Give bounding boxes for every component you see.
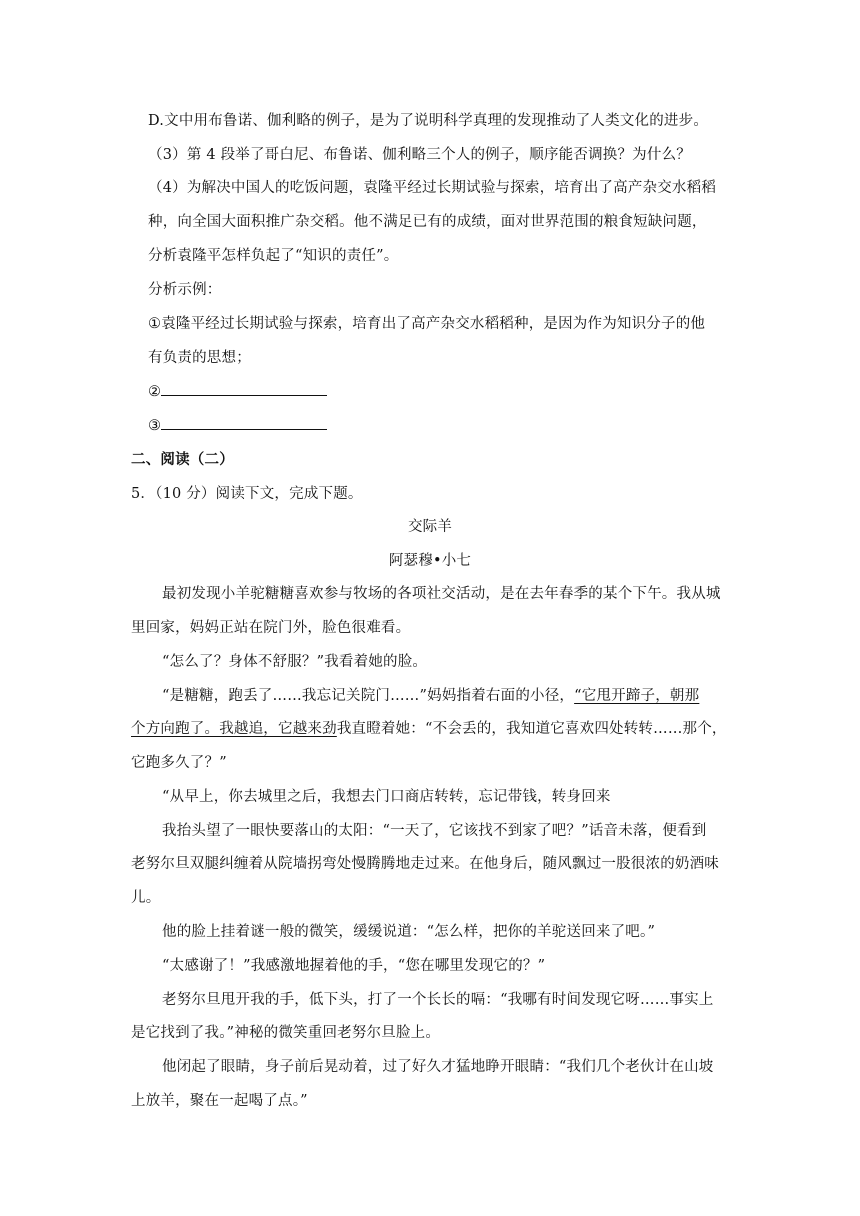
paragraph-3-line-2: [131, 719, 727, 739]
paragraph-4: “从早上，你去城里之后，我想去门口商店转转，忘记带钱，转身回来: [162, 789, 611, 805]
question-4-line-1: （4）为解决中国人的吃饭问题，袁隆平经过长期试验与探索，培育出了高产杂交水稻稻: [148, 180, 717, 196]
paragraph-9-line-1: 他闭起了眼睛，身子前后晃动着，过了好久才猛地睁开眼睛：“我们几个老伙计在山坡: [162, 1059, 714, 1075]
underlined-sentence-part-2: 个方向跑了。我越追，它越来劲: [131, 721, 337, 737]
circled-number-2: ②: [148, 384, 162, 400]
paragraph-1-line-2: 里回家，妈妈正站在院门外，脸色很难看。: [131, 620, 411, 636]
paragraph-3-line-3: 它跑多久了？”: [131, 755, 227, 771]
paragraph-5-line-2: 老努尔旦双腿纠缠着从院墙拐弯处慢腾腾地走过来。在他身后，随风飘过一股很浓的奶酒味: [131, 856, 719, 872]
example-1-line-2: 有负责的思想；: [148, 350, 251, 366]
paragraph-3-text: “是糖糖，跑丢了……我忘记关院门……”妈妈指着右面的小径，: [162, 688, 575, 704]
paragraph-3-line-1: [162, 686, 699, 706]
question-4-line-3: 分析袁隆平怎样负起了“知识的责任”。: [148, 248, 399, 264]
paragraph-2: “怎么了？身体不舒服？”我看着她的脸。: [162, 654, 428, 670]
paragraph-8-line-2: 是它找到了我。”神秘的微笑重回老努尔旦脸上。: [131, 1025, 441, 1041]
circled-number-1: ①: [148, 316, 162, 332]
paragraph-9-line-2: 上放羊，聚在一起喝了点。”: [131, 1093, 308, 1109]
underlined-sentence-part-1: “它甩开蹄子，朝那: [574, 688, 700, 704]
question-3: （3）第 4 段举了哥白尼、布鲁诺、伽利略三个人的例子，顺序能否调换？为什么？: [148, 147, 691, 163]
paragraph-7: “太感谢了！”我感激地握着他的手，“您在哪里发现它的？”: [162, 958, 546, 974]
example-1-line-1: [148, 314, 705, 334]
answer-blank-2[interactable]: [161, 381, 327, 396]
paragraph-6: 他的脸上挂着谜一般的微笑，缓缓说道：“怎么样，把你的羊驼送回来了吧。”: [162, 924, 656, 940]
article-title: 交际羊: [407, 519, 453, 535]
answer-blank-3[interactable]: [161, 415, 327, 430]
section-heading: 二、阅读（二）: [131, 451, 234, 468]
paragraph-1-line-1: 最初发现小羊驼糖糖喜欢参与牧场的各项社交活动，是在去年春季的某个下午。我从城: [162, 586, 721, 602]
answer-2: [148, 381, 327, 402]
article-author: 阿瑟穆•小七: [388, 553, 472, 569]
answer-3: [148, 415, 327, 436]
circled-number-3: ③: [148, 418, 162, 434]
paragraph-5-line-1: 我抬头望了一眼快要落山的太阳：“一天了，它该找不到家了吧？”话音未落，便看到: [162, 823, 707, 839]
question-option-d: D.文中用布鲁诺、伽利略的例子，是为了说明科学真理的发现推动了人类文化的进步。: [148, 113, 709, 129]
example-label: 分析示例：: [148, 282, 222, 298]
question-5: 5．（10 分）阅读下文，完成下题。: [131, 486, 363, 502]
example-1-text: 袁隆平经过长期试验与探索，培育出了高产杂交水稻稻种，是因为作为知识分子的他: [161, 316, 706, 332]
paragraph-8-line-1: 老努尔旦甩开我的手，低下头，打了一个长长的嗝：“我哪有时间发现它呀……事实上: [162, 992, 714, 1008]
paragraph-5-line-3: 儿。: [131, 890, 161, 906]
question-4-line-2: 种，向全国大面积推广杂交稻。他不满足已有的成绩，面对世界范围的粮食短缺问题，: [148, 214, 707, 230]
paragraph-3-text-cont: 我直瞪着她：“不会丢的，我知道它喜欢四处转转……那个，: [336, 721, 727, 737]
